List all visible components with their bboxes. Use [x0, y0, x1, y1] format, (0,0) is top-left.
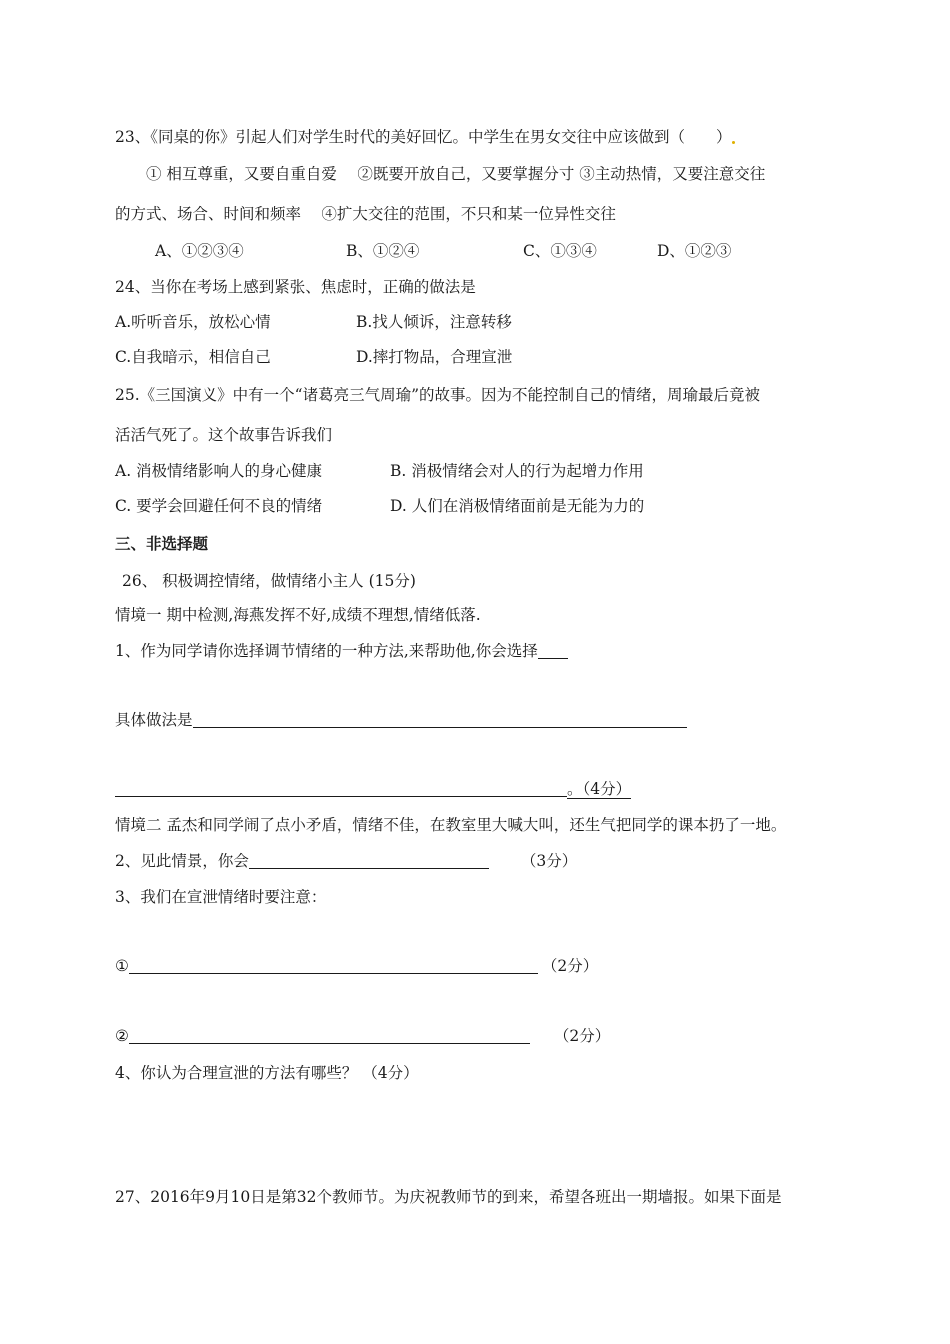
- answer-blank[interactable]: [193, 711, 687, 728]
- q26-scene1: 情境一 期中检测,海燕发挥不好,成绩不理想,情绪低落.: [115, 606, 481, 624]
- q26-sub3-item2: ② （2分）: [115, 1027, 611, 1045]
- section-title: 三、非选择题: [115, 534, 209, 553]
- q26-sub1-method: 具体做法是: [115, 709, 687, 731]
- q25-choice-a: A. 消极情绪影响人的身心健康: [115, 462, 323, 480]
- mark-dot: [732, 141, 735, 144]
- q26-sub1-method-cont: 。（4分）: [115, 778, 631, 800]
- answer-blank[interactable]: [249, 852, 489, 869]
- q26-title: 26、 积极调控情绪，做情绪小主人 (15分): [122, 572, 416, 590]
- q23-options-line1: ① 相互尊重，又要自重自爱 ②既要开放自己，又要掌握分寸 ③主动热情，又要注意交往: [146, 165, 766, 183]
- q23-options-line2: 的方式、场合、时间和频率 ④扩大交往的范围，不只和某一位异性交往: [115, 205, 616, 223]
- q25-choice-b: B. 消极情绪会对人的行为起增力作用: [390, 462, 644, 480]
- q24-choice-c: C.自我暗示，相信自己: [115, 348, 271, 366]
- answer-blank[interactable]: [115, 780, 567, 797]
- q26-sub4: 4、你认为合理宣泄的方法有哪些？ （4分）: [115, 1064, 419, 1082]
- q25-stem: 25.《三国演义》中有一个“诸葛亮三气周瑜”的故事。因为不能控制自己的情绪，周瑜最后竟被: [115, 386, 761, 404]
- q26-sub3-item1: ① （2分）: [115, 957, 599, 975]
- answer-blank[interactable]: [129, 1027, 530, 1044]
- q24-stem: 24、当你在考场上感到紧张、焦虑时，正确的做法是: [115, 278, 476, 296]
- q23-choice-d: D、①②③: [657, 242, 732, 260]
- q27-stem: 27、2016年9月10日是第32个教师节。为庆祝教师节的到来，希望各班出一期墙报。如果下面是: [115, 1188, 782, 1206]
- q25-stem-cont: 活活气死了。这个故事告诉我们: [115, 426, 333, 444]
- q24-choice-b: B.找人倾诉，注意转移: [356, 313, 512, 331]
- q24-choice-a: A.听听音乐，放松心情: [115, 313, 271, 331]
- answer-blank[interactable]: [538, 642, 568, 659]
- q26-sub2: 2、见此情景，你会 （3分）: [115, 852, 578, 870]
- q23-choice-a: A、①②③④: [155, 242, 244, 260]
- q25-choice-c: C. 要学会回避任何不良的情绪: [115, 497, 323, 515]
- q23-choice-b: B、①②④: [346, 242, 420, 260]
- q26-scene2: 情境二 孟杰和同学闹了点小矛盾，情绪不佳，在教室里大喊大叫，还生气把同学的课本扔了一地。: [115, 816, 787, 834]
- q23-choice-c: C、①③④: [523, 242, 597, 260]
- q24-choice-d: D.摔打物品，合理宣泄: [356, 348, 513, 366]
- q23-stem: 23、《同桌的你》引起人们对学生时代的美好回忆。中学生在男女交往中应该做到（ ）: [115, 126, 735, 148]
- answer-blank[interactable]: [129, 957, 538, 974]
- q26-sub1: 1、作为同学请你选择调节情绪的一种方法,来帮助他,你会选择: [115, 640, 568, 662]
- q25-choice-d: D. 人们在消极情绪面前是无能为力的: [390, 497, 645, 515]
- q26-sub3: 3、我们在宣泄情绪时要注意：: [115, 888, 327, 906]
